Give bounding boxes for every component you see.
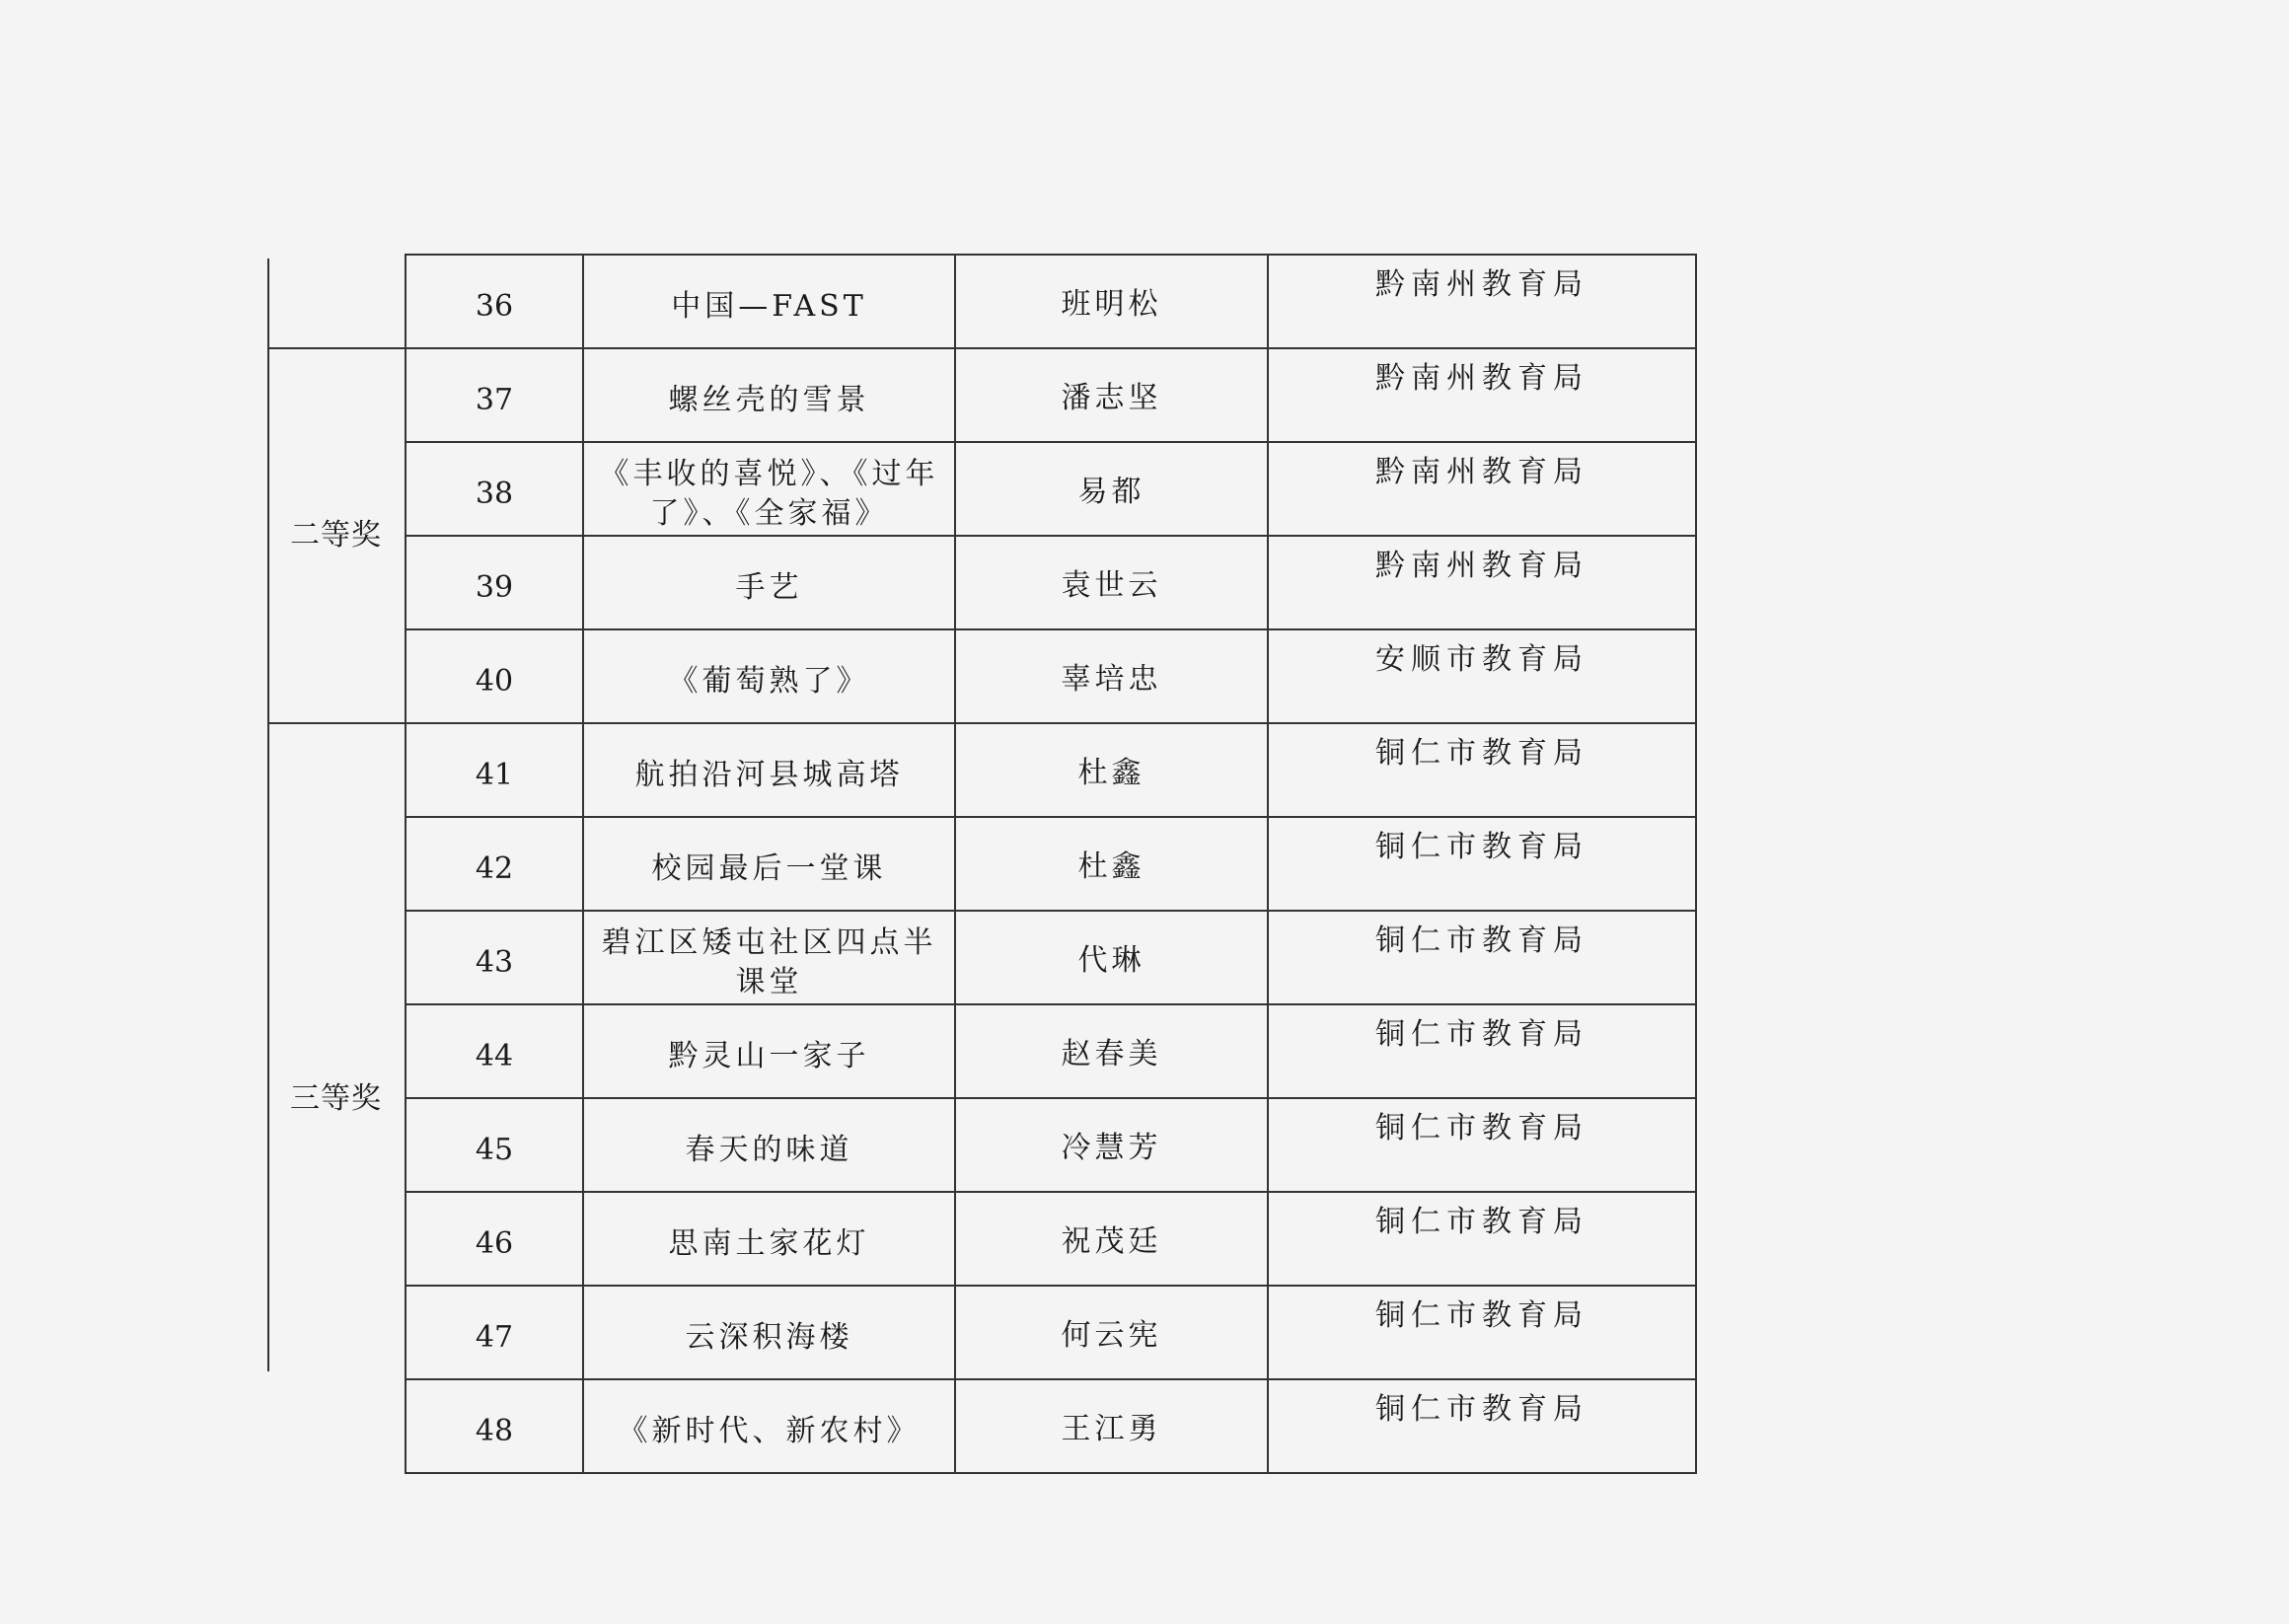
table-row (267, 348, 1696, 442)
table-row (267, 629, 1696, 723)
table-row (267, 1004, 1696, 1098)
recommending-unit: 铜仁市教育局 (1268, 1004, 1696, 1098)
author-name: 王江勇 (955, 1379, 1268, 1473)
table-row (267, 1098, 1696, 1192)
recommending-unit: 铜仁市教育局 (1268, 723, 1696, 817)
row-number: 41 (406, 723, 583, 817)
table-row (267, 723, 1696, 817)
work-title: 中国—FAST (583, 255, 955, 348)
table-row (267, 817, 1696, 911)
author-name: 袁世云 (955, 536, 1268, 629)
recommending-unit: 铜仁市教育局 (1268, 817, 1696, 911)
row-number: 43 (406, 911, 583, 1004)
table-row (267, 1192, 1696, 1286)
author-name: 祝茂廷 (955, 1192, 1268, 1286)
awards-table (267, 254, 1697, 1474)
recommending-unit: 安顺市教育局 (1268, 629, 1696, 723)
recommending-unit: 铜仁市教育局 (1268, 1379, 1696, 1473)
row-number: 42 (406, 817, 583, 911)
table-row (267, 1379, 1696, 1473)
work-title: 手艺 (583, 536, 955, 629)
work-title: 春天的味道 (583, 1098, 955, 1192)
row-number: 40 (406, 629, 583, 723)
recommending-unit: 铜仁市教育局 (1268, 911, 1696, 1004)
author-name: 赵春美 (955, 1004, 1268, 1098)
author-name: 杜鑫 (955, 817, 1268, 911)
table-row (267, 1286, 1696, 1379)
work-title: 航拍沿河县城高塔 (583, 723, 955, 817)
table-row (267, 911, 1696, 1004)
row-number: 47 (406, 1286, 583, 1379)
author-name: 冷慧芳 (955, 1098, 1268, 1192)
table-row (267, 255, 1696, 348)
recommending-unit: 黔南州教育局 (1268, 442, 1696, 536)
row-number: 46 (406, 1192, 583, 1286)
author-name: 何云宪 (955, 1286, 1268, 1379)
author-name: 易都 (955, 442, 1268, 536)
work-title: 《新时代、新农村》 (583, 1379, 955, 1473)
award-category-second: 二等奖 (267, 348, 406, 723)
table-row (267, 442, 1696, 536)
author-name: 杜鑫 (955, 723, 1268, 817)
work-title: 思南土家花灯 (583, 1192, 955, 1286)
row-number: 44 (406, 1004, 583, 1098)
author-name: 班明松 (955, 255, 1268, 348)
work-title: 云深积海楼 (583, 1286, 955, 1379)
table-left-rule (267, 258, 269, 1371)
row-number: 37 (406, 348, 583, 442)
work-title: 校园最后一堂课 (583, 817, 955, 911)
recommending-unit: 铜仁市教育局 (1268, 1286, 1696, 1379)
work-title: 螺丝壳的雪景 (583, 348, 955, 442)
work-title: 黔灵山一家子 (583, 1004, 955, 1098)
author-name: 潘志坚 (955, 348, 1268, 442)
row-number: 39 (406, 536, 583, 629)
recommending-unit: 铜仁市教育局 (1268, 1098, 1696, 1192)
work-title: 《葡萄熟了》 (583, 629, 955, 723)
award-category-third: 三等奖 (267, 723, 406, 1473)
work-title: 碧江区矮屯社区四点半课堂 (583, 911, 955, 1004)
recommending-unit: 黔南州教育局 (1268, 536, 1696, 629)
work-title: 《丰收的喜悦》、《过年了》、《全家福》 (583, 442, 955, 536)
recommending-unit: 黔南州教育局 (1268, 255, 1696, 348)
recommending-unit: 铜仁市教育局 (1268, 1192, 1696, 1286)
author-name: 辜培忠 (955, 629, 1268, 723)
table-row (267, 536, 1696, 629)
author-name: 代琳 (955, 911, 1268, 1004)
award-category-cell (267, 255, 406, 348)
row-number: 36 (406, 255, 583, 348)
row-number: 38 (406, 442, 583, 536)
row-number: 45 (406, 1098, 583, 1192)
recommending-unit: 黔南州教育局 (1268, 348, 1696, 442)
row-number: 48 (406, 1379, 583, 1473)
